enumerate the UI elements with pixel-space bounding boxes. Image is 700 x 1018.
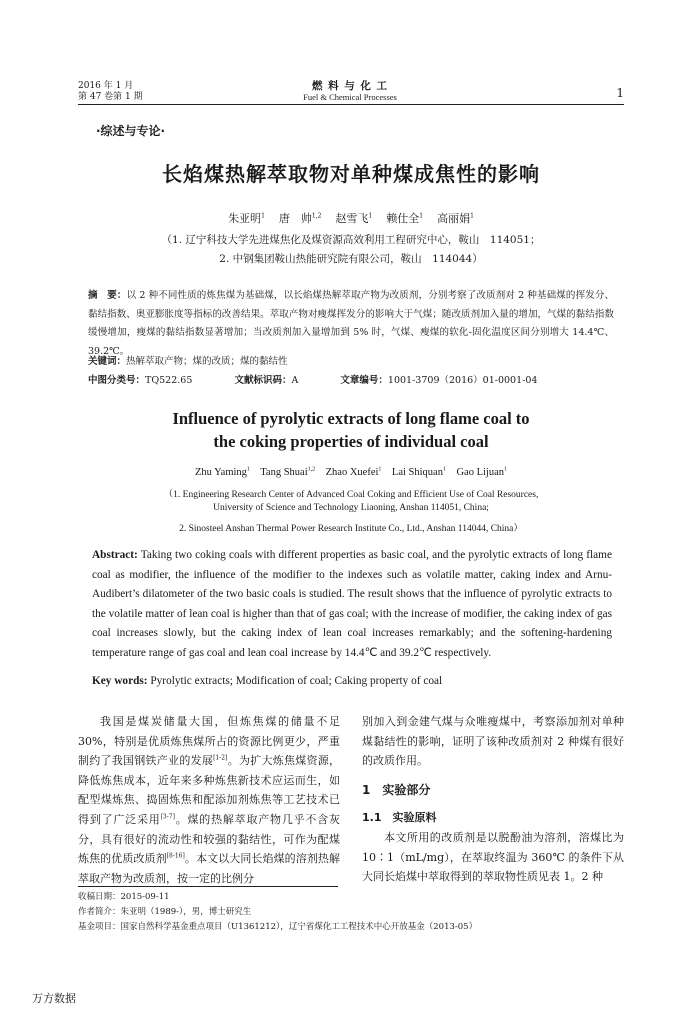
author-en: Tang Shuai$^{1,2}$ [260, 466, 316, 478]
body-paragraph-2: 本文所用的改质剂是以脱酚油为溶剂，溶煤比为 10∶1（mL/mg），在萃取终温为 360℃ 的条件下从大同长焰煤中萃取得到的萃取物性质见表 1。2 种 [362, 830, 624, 884]
abstract-cn-label: 摘 要： [88, 290, 127, 301]
authors-cn [78, 210, 624, 226]
section-heading-1: 1 实验部分 [362, 782, 431, 797]
authors-en [78, 467, 624, 478]
abstract-cn-text: 以 2 种不同性质的炼焦煤为基础煤，以长焰煤热解萃取产物为改质剂，分别考察了改质剂对 2 种基础煤的挥发分、黏结指数、奥亚膨胀度等指标的改善结果。萃取产物对瘦煤挥发分的影响大于气煤；随改质剂加入量的增加，气煤的黏结指数缓慢增加，瘦煤的黏结指数显著增加；当改质剂加入量增加到 5% 时，气煤、瘦煤的软化-固化温度区间分别增大 14.4℃、39.2℃。 [88, 290, 614, 357]
abstract-cn [88, 287, 614, 361]
footnote-fund: 基金项目：国家自然科学基金重点项目（U1361212），辽宁省煤化工工程技术中心开放基金（2013-05） [78, 922, 478, 932]
affiliation-en-3: 2. Sinosteel Anshan Thermal Power Research Institute Co., Ltd., Anshan 114044, China） [179, 524, 523, 534]
header-volume: 第 47 卷第 1 期 [78, 92, 143, 102]
footnote-author: 作者简介：朱亚明（1989-），男，博士研究生 [78, 907, 252, 917]
affiliation-cn-2: 2. 中钢集团鞍山热能研究院有限公司，鞍山 114044） [219, 253, 483, 265]
keywords-en: Key words: Pyrolytic extracts; Modification of coal; Caking property of coal [92, 675, 443, 687]
author-cn: 赵雪飞$^1$ [335, 212, 373, 225]
footnote-rule [78, 886, 338, 887]
abstract-en-text: Taking two coking coals with different properties as basic coal, and the pyrolytic extracts of long flame coal as modifier, the influence of the modifier to the indexes such as volatile matter, caking index and Arnu-Audibert’s dilatometer of the two basic coals is studied. The result shows that the influence of pyrolytic extracts to the volatile matter of lean coal is higher than that of gas coal; with the increase of modifier, the caking index of gas coal increases slowly, but the caking index of lean coal increases remarkably; and the softening-hardening temperature range of gas coal and lean coal increase by 14.4℃ and 39.2℃ respectively. [92, 549, 612, 659]
body-paragraph-1: 我国是煤炭储量大国，但炼焦煤的储量不足 30%，特别是优质炼焦煤所占的资源比例更少，严重制约了我国钢铁产业的发展[1-2]。为扩大炼焦煤资源，降低炼焦成本，近年来多种炼焦新技术应运而生，如配型煤炼焦、捣固炼焦和配添加剂炼焦等工艺技术已得到了广泛采用[3-7]。煤的热解萃取产物几乎不含灰分，具有很好的流动性和较强的黏结性，可作为配煤炼焦的优质改质剂[8-16]。本文以大同长焰煤的溶剂热解萃取产物为改质剂，按一定的比例分 [78, 715, 341, 885]
keywords-cn: 关键词：热解萃取产物；煤的改质；煤的黏结性 [88, 356, 288, 367]
watermark: 万方数据 [32, 992, 76, 1005]
author-cn: 朱亚明$^1$ [228, 212, 265, 225]
author-en: Zhu Yaming$^1$ [195, 466, 250, 478]
footnote-received: 收稿日期：2015-09-11 [78, 892, 170, 902]
affiliation-en-1: （1. Engineering Research Center of Advanced Coal Coking and Efficient Use of Coal Resources, [163, 490, 539, 500]
classification-line: 中图分类号：TQ522.65 文献标识码：A 文章编号：1001-3709（2016）01-0001-04 [88, 375, 538, 386]
affiliation-en-2: University of Science and Technology Liaoning, Anshan 114051, China; [213, 503, 489, 513]
title-cn: 长焰煤热解萃取物对单种煤成焦性的影响 [162, 162, 540, 186]
journal-title-en: Fuel & Chemical Processes [303, 92, 397, 102]
author-cn: 高丽娟$^1$ [437, 212, 474, 225]
title-en-line-1: Influence of pyrolytic extracts of long flame coal to [172, 409, 530, 428]
author-en: Zhao Xuefei$^1$ [325, 466, 382, 478]
author-cn: 赖仕全$^1$ [386, 212, 424, 225]
author-cn: 唐 帅$^{1,2}$ [278, 212, 322, 225]
page-number: 1 [616, 86, 624, 100]
title-en-line-2: the coking properties of individual coal [213, 432, 489, 451]
header-date: 2016 年 1 月 [78, 81, 134, 91]
author-en: Lai Shiquan$^1$ [391, 466, 446, 478]
section-tag: ·综述与专论· [96, 124, 166, 138]
body-left-column [78, 712, 340, 888]
author-en: Gao Lijuan$^1$ [456, 466, 507, 478]
abstract-en-label: Abstract: [92, 549, 138, 561]
abstract-en [92, 546, 612, 664]
journal-title-cn: 燃 料 与 化 工 [311, 80, 389, 92]
header-rule [78, 104, 624, 105]
body-right-column [362, 712, 624, 887]
affiliation-cn-1: （1. 辽宁科技大学先进煤焦化及煤资源高效利用工程研究中心，鞍山 114051； [161, 234, 541, 246]
body-paragraph-continued: 别加入到金建气煤与众唯瘦煤中，考察添加剂对单种煤黏结性的影响，证明了该种改质剂对 2 种煤有很好的改质作用。 [362, 715, 624, 768]
subsection-heading-1-1: 1.1 实验原料 [362, 811, 437, 825]
